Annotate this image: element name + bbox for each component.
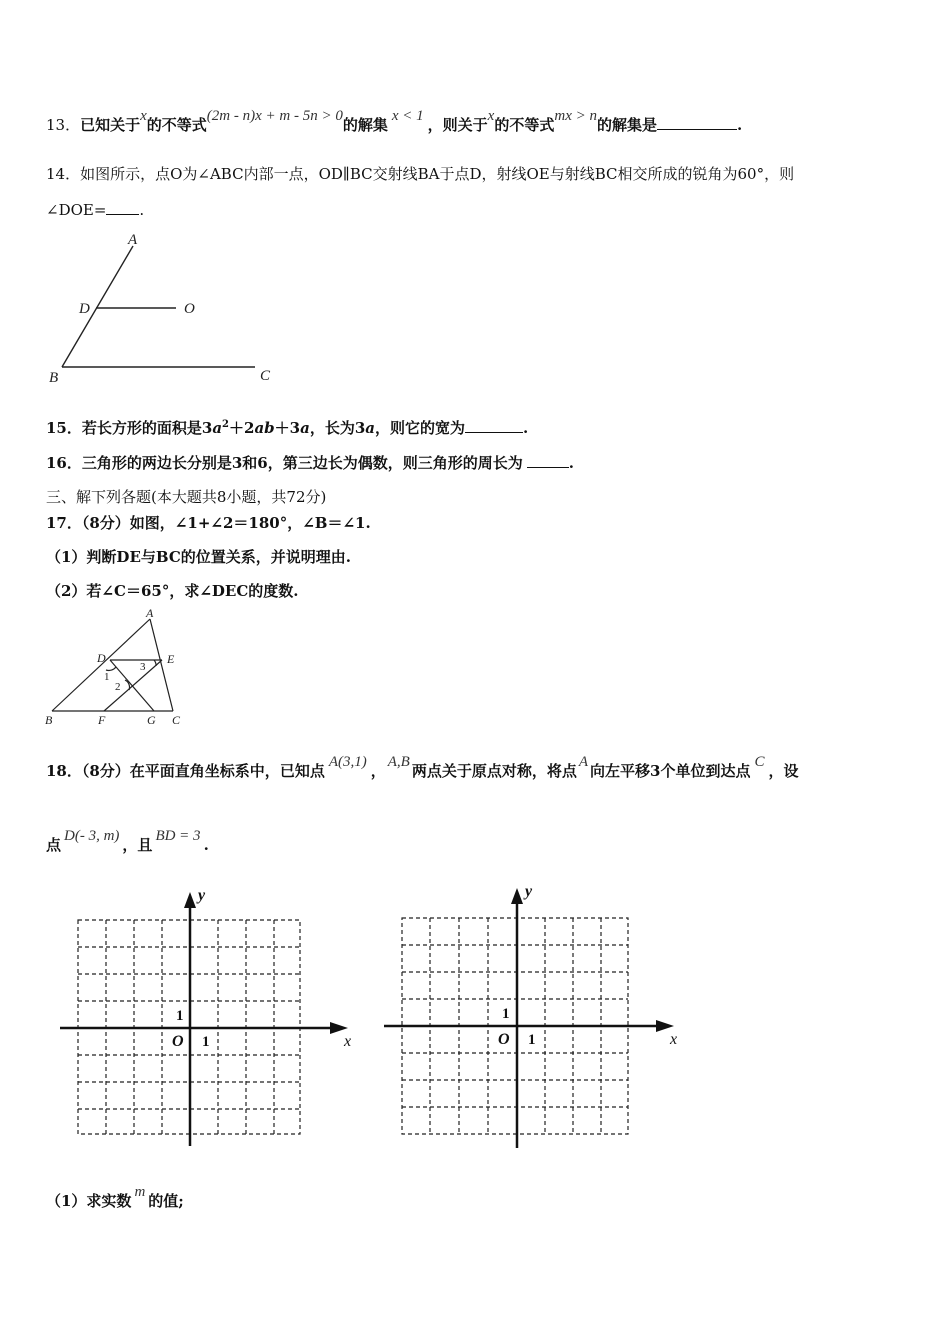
question-17-part-1: （1）判断DE与BC的位置关系，并说明理由. [46,548,351,566]
question-18-line-2 [46,828,209,855]
question-13 [46,108,743,136]
q15-var-ab: ab [254,419,275,437]
y-unit-label: 1 [502,1006,510,1022]
q15-answer-blank [465,418,523,433]
q14-end: . [139,201,145,219]
x-label: x [344,1033,352,1050]
q13-text-1: 已知关于 [80,116,141,134]
q13-text-3: 的解集 [342,116,388,134]
q18-part1-text: （1）求实数 [46,1192,132,1210]
q18-C: C [754,754,765,770]
label-E: E [167,652,175,666]
q16-text: 16．三角形的两边长分别是3和6，第三边长为偶数，则三角形的周长为 [46,454,523,472]
y-label: y [525,883,533,900]
q18-BD: BD = 3 [155,828,201,844]
q18-text-2: 两点关于原点对称，将点 [411,762,577,780]
angle-3-arc [154,660,156,666]
coordinate-grid-right [380,876,690,1152]
q15-var-a-3: a [365,419,376,437]
q14-angle-label: ∠DOE= [46,201,107,219]
label-C: C [172,713,181,727]
label-O: O [184,301,195,317]
q17-figure [40,604,200,729]
q18-text-4: ，设 [768,762,799,780]
question-18-part-1 [46,1184,184,1211]
q18-point-A: A(3,1) [328,754,367,770]
q18-comma: ， [370,762,386,780]
q13-inequality-2: mx > n [554,108,597,124]
origin-label: O [498,1031,510,1048]
q15-var-a: a [212,419,223,437]
question-14-line-1: 14．如图所示，点O为∠ABC内部一点，OD∥BC交射线BA于点D，射线OE与射线BC相交所成的锐角为60°，则 [46,165,795,183]
q13-end: . [737,116,743,134]
label-D: D [79,301,90,317]
q13-answer-blank [657,115,737,130]
label-B: B [49,370,59,386]
q18-line2-c: . [203,836,209,854]
label-F: F [98,713,106,727]
x-label: x [670,1031,678,1048]
angle-label-1: 1 [104,671,110,683]
q18-AB: A,B [387,754,410,770]
q13-text-5: 的不等式 [494,116,555,134]
question-18-line-1 [46,754,799,781]
y-label: y [198,887,206,904]
question-14-line-2 [46,200,144,219]
question-15 [46,417,528,438]
y-axis-arrow-icon [511,888,523,904]
q18-head: 18．（8分）在平面直角坐标系中，已知点 [46,762,325,780]
q13-text-2: 的不等式 [146,116,207,134]
q15-var-a-2: a [300,419,310,437]
q18-line2-b: ，且 [122,836,153,854]
q14-answer-blank [106,200,139,215]
q18-line2-a: 点 [46,836,62,854]
q18-text-3: 向左平移3个单位到达点 [590,762,751,780]
q18-part1-end: 的值; [148,1192,184,1210]
label-D: D [97,651,106,665]
q13-text-4: ，则关于 [427,116,488,134]
question-16 [46,452,574,473]
q13-var-x-2: x [487,108,495,124]
y-axis-arrow-icon [184,892,196,908]
q13-text-6: 的解集是 [596,116,657,134]
section-3-heading: 三、解下列各题(本大题共8小题，共72分) [46,488,327,506]
side-BA [52,619,150,711]
label-A: A [128,232,138,248]
q15-end: . [523,419,529,437]
x-unit-label: 1 [528,1032,536,1048]
q18-A: A [578,754,589,770]
q15-superscript: 2 [222,419,230,430]
angle-label-2: 2 [115,681,121,693]
q18-point-D: D(- 3, m) [64,828,120,844]
q15-text-d: ，长为3 [309,419,366,437]
q18-part1-m: m [134,1184,146,1200]
q13-var-x: x [140,108,147,124]
label-A: A [146,606,154,620]
q16-answer-blank [527,453,569,468]
q15-text-c: ＋3 [274,419,301,437]
angle-label-3: 3 [140,661,146,673]
segment-EF [104,660,162,711]
label-B: B [45,713,53,727]
x-unit-label: 1 [202,1034,210,1050]
q14-figure [40,228,290,393]
q16-end: . [568,454,574,472]
q13-inequality-1: (2m - n)x + m - 5n > 0 [206,108,343,124]
q15-text-e: ，则它的宽为 [375,419,466,437]
question-17-part-2: （2）若∠C＝65°，求∠DEC的度数. [46,582,299,600]
q15-text-a: 15．若长方形的面积是3 [46,419,213,437]
q13-number: 13． [46,116,81,134]
ray-BA [62,246,133,367]
coordinate-grid-left [56,880,366,1150]
origin-label: O [172,1033,184,1050]
q13-solution-1: x < 1 [391,108,424,124]
label-C: C [260,368,271,384]
question-17-head: 17．（8分）如图，∠1+∠2＝180°，∠B＝∠1. [46,514,371,532]
y-unit-label: 1 [176,1008,184,1024]
q15-text-b: ＋2 [229,419,255,437]
angle-1-arc [106,667,116,670]
label-G: G [147,713,156,727]
